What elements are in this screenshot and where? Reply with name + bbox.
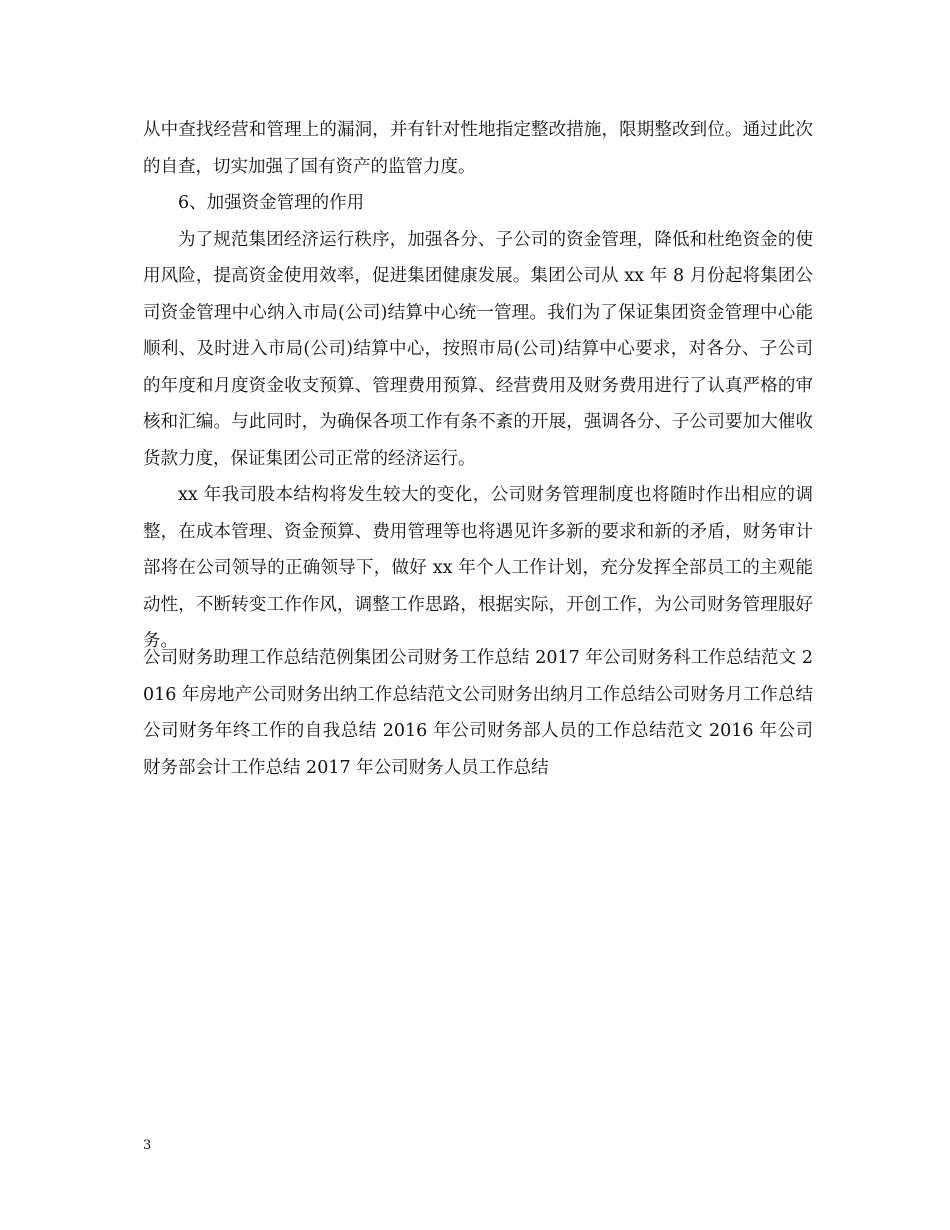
paragraph-intro: 从中查找经营和管理上的漏洞，并有针对性地指定整改措施，限期整改到位。通过此次的自查，切实加强了国有资产的监管力度。: [143, 120, 813, 177]
document-body: [143, 112, 813, 660]
paragraph-funds-management: 为了规范集团经济运行秩序，加强各分、子公司的资金管理，降低和杜绝资金的使用风险，提高资金使用效率，促进集团健康发展。集团公司从 xx 年 8 月份起将集团公司资金管理中心纳入市局(公司)结算中心统一管理。我们为了保证集团资金管理中心能顺利、及时进入市局(公司)结算中心，按照市局(公司)结算中心要求，对各分、子公司的年度和月度资金收支预算、管理费用预算、经营费用及财务费用进行了认真严格的审核和汇编。与此同时，为确保各项工作有条不紊的开展，强调各分、子公司要加大催收货款力度，保证集团公司正常的经济运行。: [143, 229, 813, 469]
related-articles: 公司财务助理工作总结范例集团公司财务工作总结 2017 年公司财务科工作总结范文 2016 年房地产公司财务出纳工作总结范文公司财务出纳月工作总结公司财务月工作总结公司财务年终工作的自我总结 2016 年公司财务部人员的工作总结范文 2016 年公司财务部会计工作总结 2017 年公司财务人员工作总结: [143, 648, 813, 778]
page-number: 3: [143, 1138, 152, 1153]
section-heading: 6、加强资金管理的作用: [178, 193, 365, 213]
paragraph-future-plan: xx 年我司股本结构将发生较大的变化，公司财务管理制度也将随时作出相应的调整，在成本管理、资金预算、费用管理等也将遇见许多新的要求和新的矛盾，财务审计部将在公司领导的正确领导下，做好 xx 年个人工作计划，充分发挥全部员工的主观能动性，不断转变工作作风，调整工作思路，根据实际，开创工作，为公司财务管理服好务。: [143, 485, 813, 651]
